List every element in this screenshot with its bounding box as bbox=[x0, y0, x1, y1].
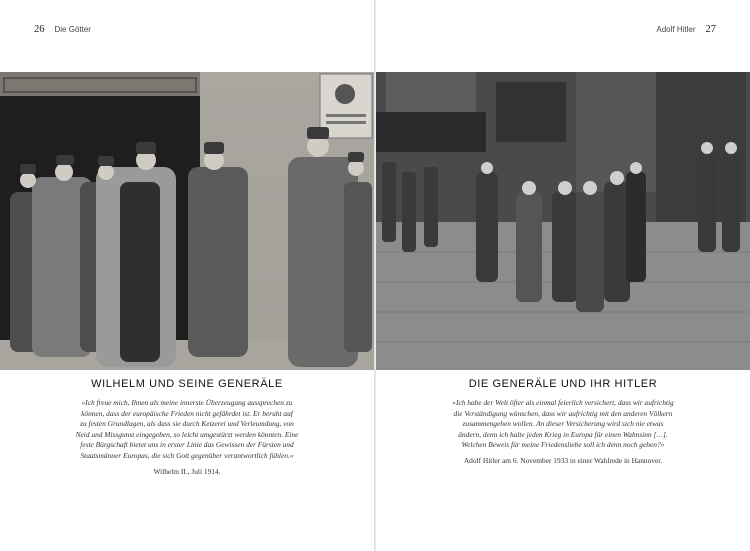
running-head: Die Götter bbox=[54, 25, 91, 34]
quote-line: »Ich habe der Welt öfter als einmal feierlich versichert, dass wir aufrichtig bbox=[452, 398, 674, 407]
left-page-header bbox=[34, 24, 91, 35]
quote-line: Neid und Missgunst eingegeben, so leicht umgestürzt werden könnten. Eine bbox=[75, 429, 299, 439]
photo-wilhelm-generals bbox=[0, 72, 374, 370]
quote-line: »Ich freue mich, Ihnen als meine innerste Überzeugung aussprechen zu bbox=[81, 398, 293, 407]
quote-text bbox=[0, 398, 374, 462]
quote-line: die Verständigung wünschen, dass wir aufrichtig mit den anderen Völkern bbox=[453, 408, 673, 418]
right-caption bbox=[376, 378, 750, 466]
caption-title: WILHELM UND SEINE GENERÄLE bbox=[91, 378, 283, 390]
left-page bbox=[0, 0, 374, 551]
quote-line: ändern, denn ich halte jeden Krieg in Europa für einen Wahnsinn […]. bbox=[458, 429, 668, 439]
quote-line: Welchen Beweis für meine Friedensliebe soll ich denn noch geben?« bbox=[461, 440, 665, 450]
quote-line: können, dass der europäische Frieden nicht gefährdet ist. Er beruht auf bbox=[81, 408, 293, 418]
page-number: 27 bbox=[705, 24, 716, 35]
quote-line: Staatsmänner Europas, die sich Gott gegenüber verantwortlich fühlen.« bbox=[80, 450, 294, 460]
photo-hitler-generals bbox=[376, 72, 750, 370]
quote-text bbox=[376, 398, 750, 451]
caption-title: DIE GENERÄLE UND IHR HITLER bbox=[468, 378, 658, 390]
running-head: Adolf Hitler bbox=[656, 25, 696, 34]
right-page bbox=[376, 0, 750, 551]
quote-source: Wilhelm II., Juli 1914. bbox=[153, 466, 221, 476]
quote-line: feste Bürgschaft bietet uns in erster Linie das Gewissen der Fürsten und bbox=[80, 440, 294, 450]
page-number: 26 bbox=[34, 24, 45, 35]
photo-wilhelm-generals-image bbox=[0, 72, 374, 370]
photo-hitler-generals-image bbox=[376, 72, 750, 370]
right-page-header bbox=[656, 24, 716, 35]
quote-line: zu festen Grundlagen, als dass sie durch Ketzerei und Verleumdung, von bbox=[80, 419, 294, 429]
quote-line: zusammengehen wollen. An dieser Versicherung wird sich nie etwas bbox=[462, 419, 664, 429]
quote-source: Adolf Hitler am 6. November 1933 in einer Wahlrede in Hannover. bbox=[463, 455, 663, 465]
left-caption bbox=[0, 378, 374, 477]
